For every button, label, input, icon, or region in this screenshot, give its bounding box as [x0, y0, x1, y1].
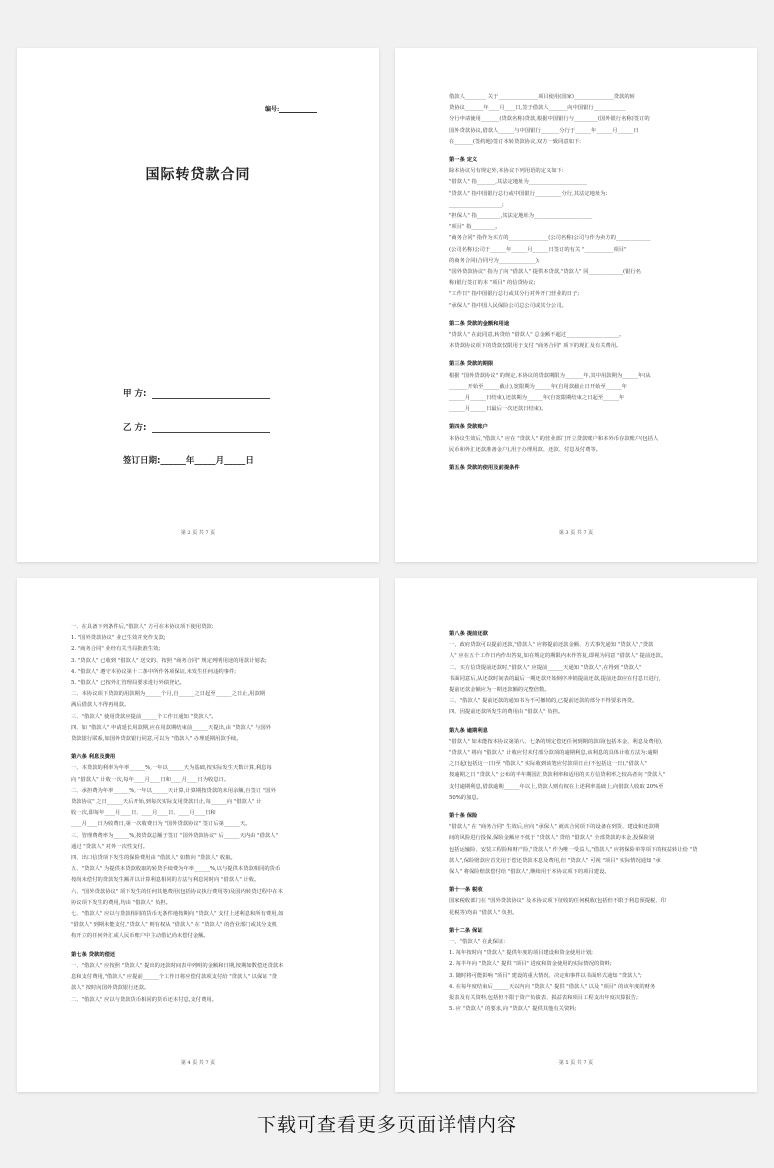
contract-number-label: 编号:	[265, 106, 280, 113]
section-heading: 第四条 贷款账户	[449, 424, 488, 431]
text-line: 花税等)均由 "借款人" 负担。	[449, 909, 518, 916]
page-body	[449, 622, 705, 1016]
text-line: "承保人" 指中国人民保险公司总公司或其分公司。	[449, 302, 567, 309]
text-line: 书面同意后,从还款时间表的最后一期还款开始倒序冲销提前还款,提前还款应在付息日进行,	[449, 675, 661, 682]
party-a-blank	[152, 390, 270, 399]
party-b-line	[123, 421, 270, 433]
text-line: "借款人" 指_______,其法定地址为______________________	[449, 179, 588, 186]
text-line: 2. 每半年向 "贷款人" 提供 "项目" 进度和资金使用的实际情况的资料;	[449, 961, 612, 968]
section-heading: 第五条 贷款的使用及前提条件	[449, 465, 520, 472]
text-line: 提前还款金额应为一期还款额的完整倍数。	[449, 687, 550, 694]
text-line: 一、"借款人" 在此保证:	[449, 939, 506, 946]
text-line: 本协议生效后,"借款人" 应在 "贷款人" 的营业部门开立贷款账户和本外币存款账户(包括人	[449, 435, 659, 442]
text-line: 四、如 "借款人" 申请延长用款期,应在用款期结束前______天提出,由 "贷款人" 与国外	[71, 724, 271, 731]
text-line: "项目" 指_________。	[449, 224, 501, 231]
text-line: "贷款人" 将向 "借款人" 计收应付未付部分款项的逾期利息,该利息的具体计收方法为:逾期	[449, 750, 658, 757]
section-heading: 第三条 贷款的期限	[449, 361, 494, 368]
text-line: 一、本贷款的利率为年率______%,一年以______天为基础,按实际发生天数计算,利息每	[71, 765, 272, 772]
text-line: 1. 每年按时向 "贷款人" 提供年度的项目建设和资金使用计划;	[449, 950, 593, 957]
text-line: 七、"借款人" 应以与贷款相同的货币无条件地按期向 "贷款人" 支付上述利息和所有费用,如	[71, 911, 284, 918]
contract-number	[265, 104, 317, 113]
text-line: 3. 随时将可能影响 "项目" 建设的重大情况、决定和事件以书面形式通知 "贷款人";	[449, 972, 642, 979]
text-line: 根据 "国外贷款协议" 的规定,本协议的贷款期限为_______年,其中用款期为______年(从	[449, 372, 651, 379]
text-line: 借款人________ 关于_______________项目使用(国家)_______________贷款的转	[449, 94, 635, 100]
text-line: "工作日" 指中国银行总行或其分行对外开门营业的日子;	[449, 291, 580, 298]
text-line: 2. "商务合同" 业经有关当局批准生效;	[71, 646, 161, 653]
text-line: 50%的加息。	[449, 794, 482, 801]
page-body	[71, 622, 327, 1006]
text-line: 一、在具备下列条件后,"借款人" 方可在本协议项下使用贷款:	[71, 624, 214, 630]
sign-date: 签订日期:______年_____月_____日	[123, 456, 254, 466]
party-a-label: 甲 方:	[123, 389, 147, 399]
text-line: 除本协议另有规定外,本协议下列用语的定义如下:	[449, 168, 564, 175]
text-line: 向 "借款人" 计收一次,每年____月____日和____月____日为收息日。	[71, 776, 230, 783]
text-line: 民币和外汇还款准备金户),用于办理用款、还款、付息及付费等。	[449, 446, 602, 453]
text-line: 二、买方信贷提前还款时,"借款人" 应提前______天通知 "贷款人",在得到 "贷款人"	[449, 664, 642, 671]
text-line: 本贷款协议项下的贷款仅限用于支付 "商务合同" 项下的现汇及有关费用。	[449, 343, 622, 350]
page-footer: 第 2 页 共 7 页	[180, 530, 216, 536]
text-line: _______开始至______截止),宽限期为______年(自用款截止日开始至______年	[449, 383, 627, 390]
section-heading: 第八条 提前还款	[449, 631, 488, 637]
text-line: 二、"借款人" 应以与贷款货币相同的货币还本付息,支付费用。	[71, 996, 217, 1003]
text-line: 三、"借款人" 使用贷款应提前______个工作日通知 "贷款人"。	[71, 713, 217, 720]
page-body	[449, 92, 705, 474]
document-page-3	[17, 578, 379, 1092]
section-heading: 第六条 利息及费用	[71, 754, 116, 761]
text-line: 人" 应在五个工作日内作出答复,如在规定的期限内未作答复,即视为同意 "借款人" 提前还款。	[449, 653, 667, 660]
text-line: "贷款人" 在此同意,转贷给 "借款人" 总金额不超过____________________。	[449, 332, 625, 339]
text-line: "借款人" 到期未能支付,"贷款人" 则有权从 "借款人" 在 "贷款人" 的营业部门或其分支机	[71, 922, 278, 929]
download-caption: 下载可查看更多页面详情内容	[256, 1114, 517, 1136]
text-line: 通过 "贷款人" 对外一次性支付。	[71, 843, 149, 850]
section-heading: 第九条 逾期利息	[449, 727, 488, 734]
text-line: 4. 在每年度结束后______天以内向 "贷款人" 提供 "借款人" 以及 "项目" 的该年度的财务	[449, 983, 656, 990]
text-line: 在_______(签约地)签订本转贷款协议,双方一致同意如下:	[449, 138, 582, 145]
text-line: 报表及有关资料,包括但不限于资产负债表、损益表和项目工程支出年度决算报告;	[449, 995, 638, 1002]
text-line: "商务合同" 指作为买方的_______________(公司名称)公司与作为卖方的_____________	[449, 235, 651, 242]
text-line: 保人" 将保险赔款偿付给 "借款人",继续用于本协议项下的项目建设。	[449, 869, 610, 876]
text-line: 三、"借款人" 提前还款的通知书为不可撤销的,已提前还款的部分不得要求再贷。	[449, 698, 638, 705]
text-line: ______月______日最后一次还款日结束)。	[449, 406, 547, 413]
text-line: 之日起(包括这一日)至 "借款人" 实际收到该笔应付款项日止(不包括这一日),"借款人"	[449, 761, 647, 768]
text-line: 二、本协议项下贷款的用款期为______个月,自______之日起至______之日止,用款期	[71, 691, 266, 698]
text-line: 1. "国外贷款协议" 业已生效并充作支款;	[71, 635, 166, 642]
section-heading: 第十一条 税收	[449, 887, 483, 894]
party-a-line	[123, 387, 270, 399]
text-line: 四、出口信贷项下发生的保险费用由 "借款人" 如数向 "贷款人" 收取。	[71, 855, 236, 862]
section-heading: 第一条 定义	[449, 157, 478, 164]
text-line: 一、"借款人" 应按照 "贷款人" 提出的还款时间表中列明的金额和日期,按期如数偿还贷款本	[71, 962, 284, 969]
document-page-2	[395, 48, 757, 562]
text-line: 5. 应 "贷款人" 的要求,向 "贷款人" 提供其他有关资料;	[449, 1006, 577, 1013]
text-line: 款人" 按时向国外贷款银行还款。	[71, 985, 150, 992]
document-page-cover	[17, 48, 379, 562]
text-line: 分行申请使用_______(贷款名称)贷款,根据中国银行与_________(国外银行名称)签订的	[449, 116, 650, 123]
contract-number-blank	[279, 106, 317, 113]
text-line: 收一次,即每年____月____日、____月____日、____月____日和	[71, 810, 216, 817]
text-line: 间的风险进行投保,保险金额应不低于 "贷款人" 贷给 "借款人" 全部贷款的本金,投保险别	[449, 835, 655, 842]
text-line: 贷款银行联系,如国外贷款银行同意,可以为 "借款人" 办理延期用款手续。	[71, 736, 242, 743]
page-footer: 第 5 页 共 7 页	[558, 1060, 594, 1066]
section-heading: 第十二条 保证	[449, 927, 483, 934]
text-line: 包括运输险、安装工程险和财产险,"贷款人" 作为唯一受益人,"借款人" 应将保险单等项下的权益转让给 "贷	[449, 846, 698, 853]
text-line: 支付逾期利息,借款逾期______年以上,贷款人则有权在上述利率基础上,向借款人收取 20%至	[449, 783, 664, 790]
text-line: "国外贷款协议" 指为了向 "借款人" 提供本贷款,"贷款人" 同_____________(银行名	[449, 269, 641, 276]
text-line: "借款人" 如未能按本协议第第八、七条的规定偿还任何到期的款项(包括本金、利息及费用),	[449, 738, 663, 745]
text-line: 一、政府贷款可以提前还款,"借款人" 应将提前还款金额、方式事先通知 "贷款人","贷款	[449, 642, 654, 649]
text-line: "借款人" 在 "商务合同" 生效后,应向 "承保人" 就该合同项下的设备在到货、建设和还款期	[449, 824, 660, 831]
text-line: 四、因提前还款所发生的费用由 "借款人" 负担。	[449, 709, 564, 716]
text-line: 协议项下发生的费用,均由 "借款人" 负担。	[71, 899, 171, 906]
text-line: ______月______日结束),还款期为______年(自宽限期结束之日起至______年	[449, 395, 625, 402]
section-heading: 第十条 保险	[449, 813, 478, 820]
text-line: 国家税收部门在 "国外贷款协议" 及本协议项下征收的任何税收(包括但不限于利息预提税、印	[449, 898, 666, 905]
text-line: 称)银行签订的本 "项目" 的信贷协议;	[449, 280, 536, 287]
section-heading: 第二条 贷款的金额和用途	[449, 320, 510, 327]
text-line: ____________________;	[449, 201, 504, 208]
text-line: (公司名称)公司于______年______月______日签订的有关 "___________项目"	[449, 246, 627, 253]
text-line: "贷款人" 指中国银行总行或中国银行__________分行,其法定地址为:	[449, 190, 608, 197]
document-title: 国际转贷款合同	[145, 167, 251, 183]
text-line: 贷协议_______年____月____日,签于借款人_______向中国银行____________	[449, 105, 626, 112]
section-heading: 第七条 贷款的偿还	[71, 951, 116, 958]
text-line: 五、"贷款人" 为提供本贷款收取的转贷手续费为年率______%,以与提供本贷款相同的货币	[71, 866, 281, 873]
text-line: 三、管理费费率为______%,按贷款总额于签订 "国外贷款协议" 后______天内由 "借款人"	[71, 832, 278, 839]
page-footer: 第 3 页 共 7 页	[558, 530, 594, 536]
text-line: 国外贷款协议,借款人______与中国银行_______分行于______年______月______日	[449, 127, 639, 134]
text-line: 5. "借款人" 已按外汇管理局要求进行外债登记。	[71, 680, 185, 687]
text-line: 4. "借款人" 遵守本协议第十二条中所作各项保证,未发生任何违约事件;	[71, 668, 237, 675]
party-b-blank	[152, 424, 270, 433]
text-line: 满后借款人不得再用款。	[71, 702, 130, 709]
text-line: 的商务合同(合同号为______________);	[449, 257, 540, 264]
text-line: 3. "贷款人" 已收到 "借款人" 送交的、按照 "商务合同" 规定列明用途的用款计划表;	[71, 657, 267, 664]
document-page-4	[395, 578, 757, 1092]
text-line: 构开立的任何外汇或人民币账户中主动借记尚未偿付金额。	[71, 933, 209, 940]
page-footer: 第 4 页 共 7 页	[180, 1060, 216, 1066]
party-b-label: 乙 方:	[123, 423, 147, 433]
text-line: 二、承担费为年率______%,一年以______天计算,计算期按贷款的未用余额,自签订 "国外	[71, 787, 276, 794]
text-line: 款人",保险赔款应首先用于偿还贷款本息及费用,但 "贷款人" 可视 "项目" 实际情况通知 "承	[449, 857, 661, 864]
text-line: 按逾期之日 "贷款人" 公布的半年期国汇贷款利率和适用的买方信贷利率之较高者向 "贷款人"	[449, 772, 666, 779]
text-line: ____月____日为收费日,第一次收费日为 "国外贷款协议" 签订后第______天。	[71, 821, 251, 828]
text-line: "担保人" 指_________,其法定地址为______________________	[449, 213, 593, 220]
text-line: 贷款协议" 之日______天后开始,到每次实际支用贷款日止,每______向 "借款人" 计	[71, 799, 262, 806]
text-line: 息和支付费用,"借款人" 应提前______个工作日将应偿付款项支付给 "贷款人" 以保证 "贷	[71, 974, 277, 981]
text-line: 六、"国外贷款协议" 项下发生的任何其他费用(包括协议执行费用等)及国内转贷过程中在本	[71, 888, 283, 895]
text-line: 按尚未偿付的贷款发生额并以计算利息相同的方法与利息同时向 "借款人" 计收。	[71, 877, 260, 884]
